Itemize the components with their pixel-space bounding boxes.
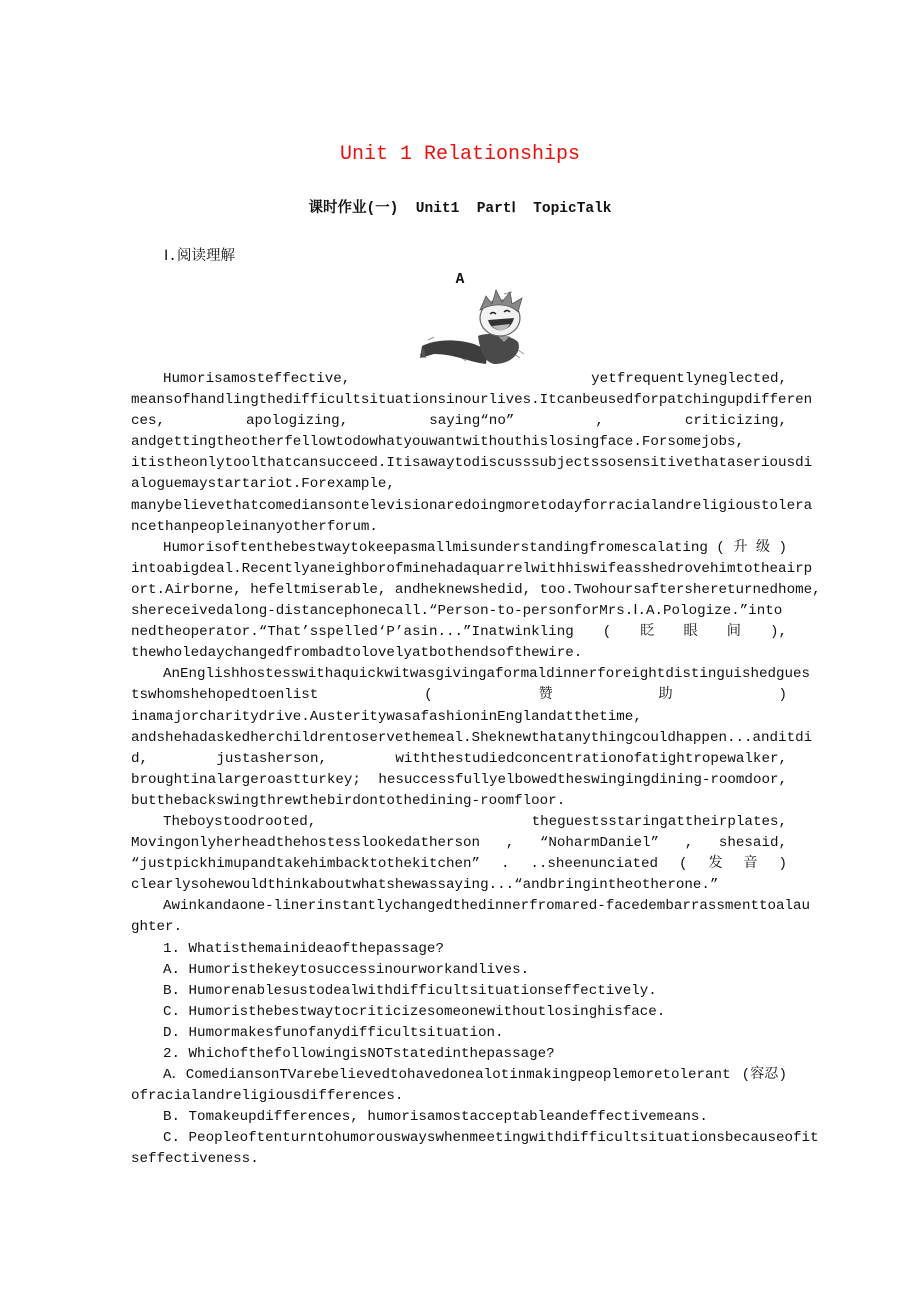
text-segment: “NoharmDaniel” bbox=[539, 835, 660, 852]
text-segment: aloguemaystartariot.Forexample, bbox=[131, 476, 395, 493]
passage-line bbox=[131, 369, 787, 390]
passage-line bbox=[131, 707, 787, 728]
text-segment: A．ComediansonTVarebelievedtohavedonealotinmakingpeoplemoretolerant bbox=[163, 1067, 731, 1084]
text-segment: C. Humoristhebestwaytocriticizesomeonewithoutlosinghisface. bbox=[163, 1003, 666, 1020]
text-segment: Awinkandaone-linerinstantlychangedthedinnerfromared-facedembarrassmenttoalau bbox=[163, 898, 811, 915]
passage-line bbox=[131, 812, 787, 833]
text-segment: itistheonlytoolthatcansucceed.Itisawaytodiscusssubjectssosensitivethataseriousdi bbox=[131, 455, 813, 472]
passage-line bbox=[131, 896, 811, 917]
text-segment: withthestudiedconcentrationofatightropewalker, bbox=[395, 750, 787, 767]
question-option-line bbox=[131, 1086, 787, 1107]
text-segment: ghter. bbox=[131, 919, 183, 936]
passage-line bbox=[131, 875, 787, 896]
text-segment: , bbox=[595, 413, 604, 430]
question-option bbox=[131, 1023, 787, 1044]
passage-line bbox=[131, 664, 811, 685]
question-option-line bbox=[131, 1107, 787, 1128]
text-segment: 眨 bbox=[640, 624, 655, 641]
text-segment: Humorisamosteffective, bbox=[163, 371, 351, 387]
question-option bbox=[131, 960, 787, 981]
text-segment: ( bbox=[424, 687, 433, 704]
text-segment: shesaid, bbox=[718, 835, 787, 852]
text-segment: ( bbox=[678, 856, 688, 873]
text-segment: B. Humorenablesustodealwithdifficultsituationseffectively. bbox=[163, 982, 657, 999]
passage-line bbox=[131, 917, 787, 938]
text-segment: ), bbox=[769, 624, 787, 641]
text-segment: ) bbox=[778, 539, 787, 556]
text-segment: (容忍) bbox=[741, 1067, 787, 1084]
question-stem bbox=[131, 939, 787, 960]
section-heading-reading: Ⅰ.阅读理解 bbox=[164, 249, 235, 265]
question-option bbox=[131, 1002, 787, 1023]
text-segment: shereceivedalong-distancephonecall.“Person-to-personforMrs.Ⅰ.A.Pologize.”into bbox=[131, 603, 783, 620]
text-segment: d, bbox=[131, 750, 149, 767]
text-segment: 升 bbox=[733, 539, 748, 556]
text-segment: 赞 bbox=[538, 687, 553, 704]
text-segment: ort.Airborne, hefeltmiserable, andheknewshedid, too.Twohoursaftershereturnedhome, bbox=[131, 581, 821, 598]
passage-line bbox=[131, 432, 787, 453]
text-segment: inamajorcharitydrive.AusteritywasafashioninEnglandatthetime, bbox=[131, 708, 642, 725]
passage-line bbox=[131, 390, 813, 411]
passage-line bbox=[131, 601, 787, 622]
text-segment: 1. Whatisthemainideaofthepassage? bbox=[163, 940, 444, 957]
question-stem bbox=[131, 1044, 787, 1065]
text-segment: Humorisoftenthebestwaytokeepasmallmisunderstandingfromescalating bbox=[163, 539, 708, 556]
text-segment: criticizing, bbox=[684, 413, 787, 430]
text-segment: meansofhandlingthedifficultsituationsinourlives.Itcanbeusedforpatchingupdifferen bbox=[131, 392, 813, 409]
text-segment: 2. WhichofthefollowingisNOTstatedinthepassage? bbox=[163, 1046, 555, 1062]
text-segment: 级 bbox=[755, 539, 771, 556]
question-option-line bbox=[131, 1065, 787, 1086]
passage-line bbox=[131, 622, 787, 643]
passage-line bbox=[131, 559, 813, 580]
passage-label: A bbox=[455, 272, 465, 288]
passage-line bbox=[131, 791, 787, 812]
text-segment: butthebackswingthrewthebirdontothedining-roomfloor. bbox=[131, 792, 566, 809]
question-option-line bbox=[131, 1128, 819, 1149]
text-segment: Theboystoodrooted, bbox=[163, 813, 317, 830]
text-segment: ces, bbox=[131, 413, 166, 430]
passage-line bbox=[131, 538, 787, 559]
reading-passage bbox=[131, 369, 821, 1171]
passage-line bbox=[131, 749, 787, 770]
text-segment: thewholedaychangedfrombadtolovelyatbothendsofthewire. bbox=[131, 645, 583, 662]
text-segment: ..sheenunciated bbox=[530, 856, 659, 873]
text-segment: theguestsstaringattheirplates, bbox=[531, 813, 787, 830]
text-segment: saying“no” bbox=[429, 413, 515, 430]
text-segment: yetfrequentlyneglected, bbox=[591, 371, 787, 387]
text-segment: nedtheoperator.“That’sspelled‘P’asin...”Inatwinkling bbox=[131, 624, 574, 641]
passage-line bbox=[131, 496, 813, 517]
text-segment: 音 bbox=[743, 856, 758, 873]
text-segment: ( bbox=[602, 624, 612, 641]
text-segment: ( bbox=[716, 539, 725, 556]
passage-line bbox=[131, 854, 787, 875]
text-segment: “justpickhimupandtakehimbacktothekitchen” bbox=[131, 856, 481, 873]
text-segment: manybelievethatcomediansontelevisionaredoingmoretodayforracialandreligioustolera bbox=[131, 497, 813, 514]
passage-line bbox=[131, 728, 813, 749]
text-segment: andgettingtheotherfellowtodowhatyouwantwithouthislosingface.Forsomejobs, bbox=[131, 434, 744, 451]
text-segment: , bbox=[505, 835, 515, 852]
passage-line bbox=[131, 411, 787, 432]
text-segment: clearlysohewouldthinkaboutwhatshewassaying...“andbringintheotherone.” bbox=[131, 877, 719, 894]
passage-line bbox=[131, 685, 787, 706]
text-segment: ofracialandreligiousdifferences. bbox=[131, 1088, 404, 1105]
question-option-line bbox=[131, 1149, 787, 1170]
text-segment: tswhomshehopedtoenlist bbox=[131, 687, 319, 704]
passage-line bbox=[131, 517, 787, 538]
text-segment: . bbox=[500, 856, 510, 873]
passage-line bbox=[131, 643, 787, 664]
text-segment: B. Tomakeupdifferences, humorisamostacceptableandeffectivemeans. bbox=[163, 1109, 708, 1126]
text-segment: 间 bbox=[726, 624, 741, 641]
laughing-boy-illustration bbox=[414, 288, 538, 368]
passage-line bbox=[131, 580, 821, 601]
text-segment: , bbox=[684, 835, 694, 852]
text-segment: justasherson, bbox=[216, 750, 328, 767]
lesson-subtitle: 课时作业(一) Unit1 PartⅠ TopicTalk bbox=[308, 201, 612, 217]
text-segment: ) bbox=[778, 687, 787, 704]
text-segment: apologizing, bbox=[246, 413, 349, 430]
passage-line bbox=[131, 453, 813, 474]
text-segment: ) bbox=[778, 856, 787, 873]
text-segment: andshehadaskedherchildrentoservethemeal.Sheknewthatanythingcouldhappen...anditdi bbox=[131, 729, 813, 746]
text-segment: hesuccessfullyelbowedtheswingingdining-roomdoor, bbox=[378, 771, 787, 788]
text-segment: A. Humoristhekeytosuccessinourworkandlives. bbox=[163, 961, 530, 978]
passage-line bbox=[131, 770, 787, 791]
text-segment: D. Humormakesfunofanydifficultsituation. bbox=[163, 1024, 504, 1041]
text-segment: ncethanpeopleinanyotherforum. bbox=[131, 518, 378, 535]
text-segment: 眼 bbox=[683, 624, 698, 641]
passage-line bbox=[131, 474, 787, 495]
document-title: Unit 1 Relationships bbox=[339, 143, 581, 166]
text-segment: 助 bbox=[658, 687, 673, 704]
text-segment: broughtinalargeroastturkey; bbox=[131, 771, 361, 788]
text-segment: 发 bbox=[708, 856, 723, 873]
text-segment: AnEnglishhostesswithaquickwitwasgivingaformaldinnerforeightdistinguishedgues bbox=[163, 666, 811, 683]
text-segment: C. Peopleoftenturntohumorouswayswhenmeetingwithdifficultsituationsbecauseofit bbox=[163, 1130, 819, 1147]
passage-line bbox=[131, 833, 787, 854]
text-segment: seffectiveness. bbox=[131, 1151, 259, 1168]
question-option bbox=[131, 981, 787, 1002]
text-segment: intoabigdeal.Recentlyaneighborofminehadaquarrelwithhiswifeasshedrovehimtotheairp bbox=[131, 560, 813, 577]
cartoon-image bbox=[414, 288, 538, 368]
text-segment: Movingonlyherheadthehostesslookedatherson bbox=[131, 835, 481, 852]
